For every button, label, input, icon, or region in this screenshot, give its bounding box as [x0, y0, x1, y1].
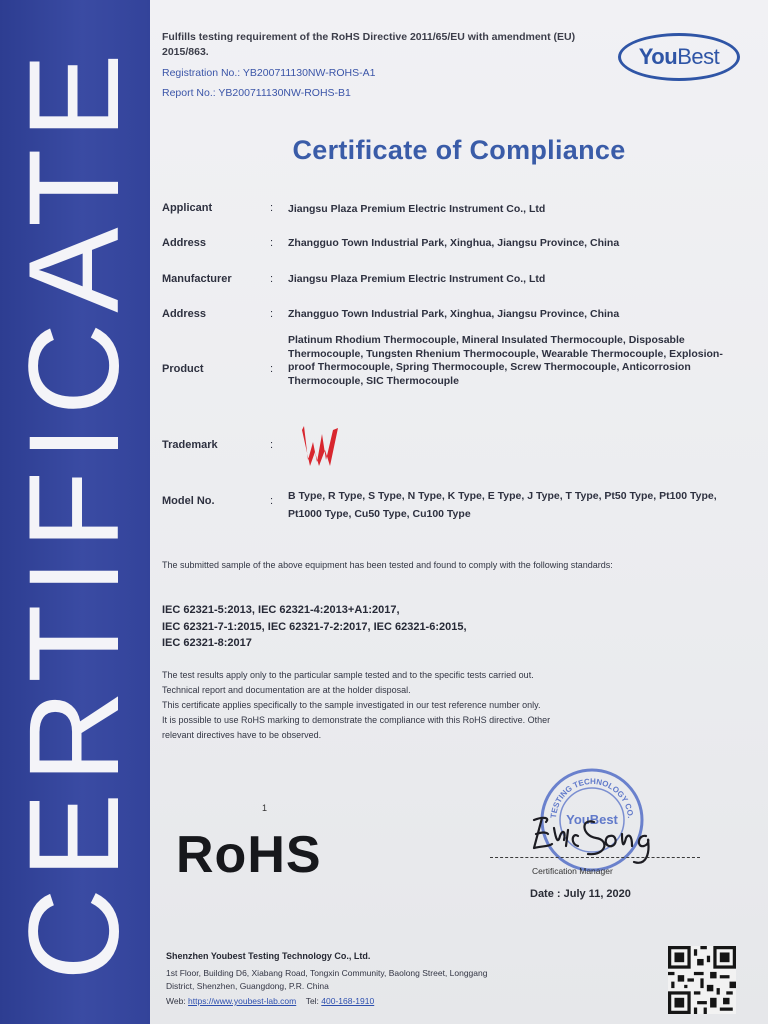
address-line: 1st Floor, Building D6, Xiabang Road, Tongxin Community, Baolong Street, Longgang: [166, 968, 488, 978]
note-line: This certificate applies specifically to the sample investigated in our test reference number only.: [162, 700, 541, 710]
note-line: relevant directives have to be observed.: [162, 730, 322, 740]
notes: [162, 668, 762, 743]
logo-text-best: Best: [677, 44, 720, 69]
product-value: Platinum Rhodium Thermocouple, Mineral Insulated Thermocouple, Disposable Thermocouple, Tungsten Rhenium Thermocouple, Wearable Thermocouple, Explosion-proof Thermocouple, Spring Thermocouple, Screw Thermocouple, Anticorrosion Thermocouple, SIC Thermocouple: [288, 334, 723, 387]
address-label: Address: [162, 308, 207, 320]
directive-statement: Fulfills testing requirement of the RoHS Directive 2011/65/EU with amendment (EU) 2015/863.: [162, 31, 576, 58]
applicant-value: Jiangsu Plaza Premium Electric Instrument Co., Ltd: [288, 203, 546, 215]
colon: :: [270, 363, 274, 375]
compliance-statement: The submitted sample of the above equipment has been tested and found to comply with the following standards:: [162, 560, 613, 570]
standard-line: IEC 62321-5:2013, IEC 62321-4:2013+A1:2017,: [162, 604, 400, 616]
issuer-address: [166, 967, 666, 993]
web-label: Web:: [166, 996, 189, 1006]
registration-number: Registration No.: YB200711130NW-ROHS-A1: [162, 67, 376, 79]
svg-text:TESTING TECHNOLOGY CO.: TESTING TECHNOLOGY CO.: [548, 776, 635, 819]
certificate-title: Certificate of Compliance: [292, 135, 626, 165]
website-link[interactable]: https://www.youbest-lab.com: [188, 996, 297, 1006]
manufacturer-label: Manufacturer: [162, 273, 232, 285]
standards-list: [162, 602, 682, 652]
youbest-logo: [618, 33, 740, 81]
certificate-page: [150, 0, 768, 1024]
sidebar-word: CERTIFICATE: [3, 43, 146, 981]
model-value: B Type, R Type, S Type, N Type, K Type, E Type, J Type, T Type, Pt50 Type, Pt100 Type, Pt1000 Type, Cu50 Type, Cu100 Type: [288, 490, 717, 520]
address-label: Address: [162, 237, 207, 249]
tel-label: Tel:: [305, 996, 322, 1006]
certificate-sidebar: [0, 0, 150, 1024]
footnote-number: 1: [262, 803, 268, 813]
note-line: The test results apply only to the particular sample tested and to the specific tests carried out.: [162, 670, 534, 680]
colon: :: [270, 237, 274, 249]
signature-line: [490, 857, 700, 858]
rohs-mark: RoHS: [176, 826, 322, 884]
product-label: Product: [162, 363, 204, 375]
note-line: It is possible to use RoHS marking to demonstrate the compliance with this RoHS directive. Other: [162, 715, 551, 725]
address-value: Zhangguo Town Industrial Park, Xinghua, Jiangsu Province, China: [288, 237, 620, 249]
standard-line: IEC 62321-8:2017: [162, 637, 252, 649]
report-number: Report No.: YB200711130NW-ROHS-B1: [162, 87, 351, 99]
issuer-company: Shenzhen Youbest Testing Technology Co., Ltd.: [166, 951, 371, 961]
trademark-label: Trademark: [162, 439, 218, 451]
applicant-label: Applicant: [162, 202, 213, 214]
signer-role: Certification Manager: [532, 866, 613, 876]
note-line: Technical report and documentation are at the holder disposal.: [162, 685, 411, 695]
colon: :: [270, 202, 274, 214]
address-line: District, Shenzhen, Guangdong, P.R. China: [166, 981, 329, 991]
signature-icon: [522, 800, 672, 870]
standard-line: IEC 62321-7-1:2015, IEC 62321-7-2:2017, IEC 62321-6:2015,: [162, 620, 467, 633]
address-value: Zhangguo Town Industrial Park, Xinghua, Jiangsu Province, China: [288, 308, 620, 320]
contact-line: [166, 996, 374, 1006]
qr-code-icon[interactable]: [668, 946, 736, 1014]
colon: :: [270, 439, 274, 451]
trademark-logo-icon: [300, 420, 342, 468]
model-label: Model No.: [162, 495, 215, 507]
manufacturer-value: Jiangsu Plaza Premium Electric Instrument Co., Ltd: [288, 273, 546, 285]
issue-date: Date : July 11, 2020: [530, 888, 631, 900]
logo-text-you: You: [638, 44, 678, 69]
svg-text:YouBest: YouBest: [566, 812, 618, 827]
phone-link[interactable]: 400-168-1910: [321, 996, 375, 1006]
colon: :: [270, 273, 274, 285]
colon: :: [270, 308, 274, 320]
colon: :: [270, 495, 274, 507]
